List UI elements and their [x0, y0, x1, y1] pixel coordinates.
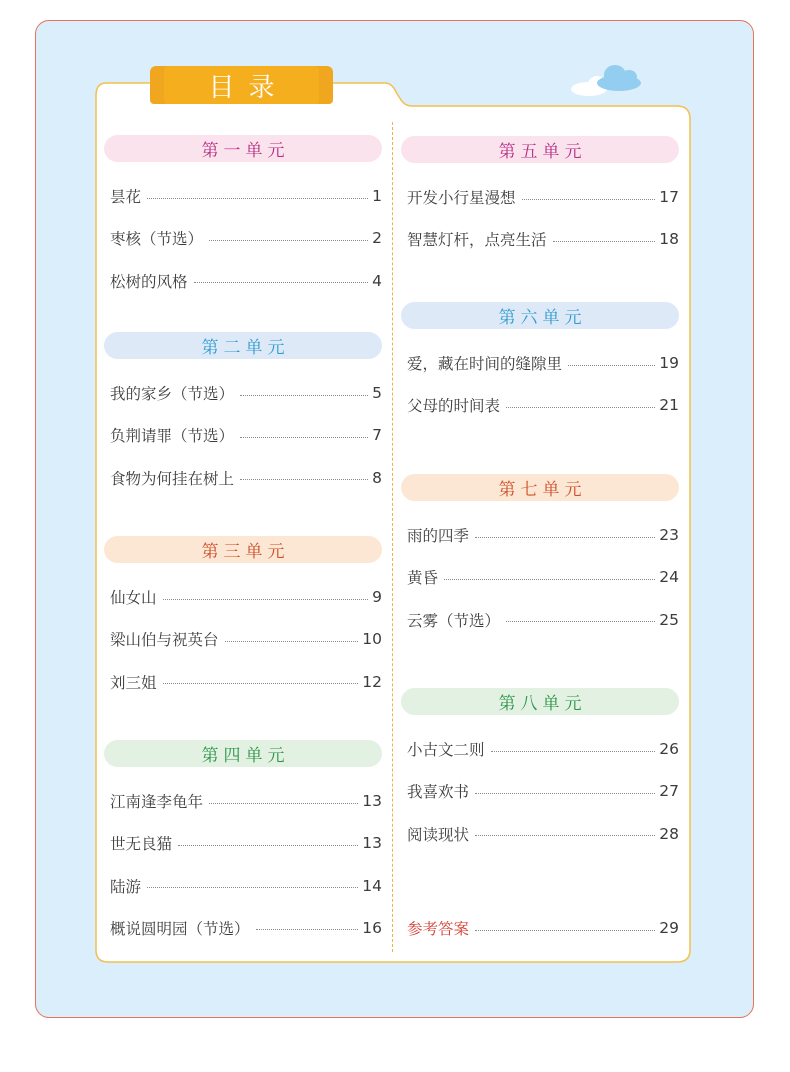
- entry-title: 松树的风格: [110, 272, 188, 291]
- dot-leader: [444, 579, 655, 580]
- entry-title: 昙花: [110, 188, 142, 206]
- toc-entry[interactable]: [407, 738, 679, 760]
- dot-leader: [194, 282, 369, 283]
- unit-heading: 第六单元: [401, 302, 679, 329]
- entry-title: 概说圆明园（节选）: [110, 919, 250, 938]
- entry-title: 仙女山: [110, 589, 157, 607]
- unit-heading: 第一单元: [104, 135, 382, 162]
- dot-leader: [491, 751, 656, 752]
- entry-title: 梁山伯与祝英台: [110, 631, 219, 650]
- dot-leader: [147, 887, 358, 888]
- toc-entry[interactable]: [110, 832, 382, 854]
- dot-leader: [553, 241, 656, 242]
- cloud-icon: [567, 63, 647, 99]
- page-number: 12: [362, 672, 382, 691]
- entry-title: 陆游: [110, 877, 142, 896]
- page-number: 26: [659, 740, 679, 758]
- page-number: 7: [372, 426, 382, 445]
- toc-entry[interactable]: [407, 566, 679, 588]
- toc-entry[interactable]: [110, 917, 382, 939]
- toc-entry[interactable]: [407, 394, 679, 416]
- dot-leader: [240, 395, 368, 396]
- entry-title: 江南逢李龟年: [110, 793, 204, 811]
- dot-leader: [240, 437, 368, 438]
- unit-heading: 第八单元: [401, 688, 679, 715]
- entry-title: 我的家乡（节选）: [110, 385, 235, 403]
- page-number: 25: [659, 610, 679, 629]
- toc-entry[interactable]: [110, 227, 382, 249]
- answers-entry[interactable]: [407, 917, 679, 939]
- entry-title: 爱，藏在时间的缝隙里: [407, 355, 563, 373]
- entry-title: 参考答案: [407, 920, 470, 938]
- entry-title: 黄昏: [407, 569, 439, 588]
- toc-entry[interactable]: [407, 609, 679, 631]
- toc-entry[interactable]: [407, 780, 679, 802]
- page-title: 目录: [164, 66, 319, 104]
- entry-title: 刘三姐: [110, 673, 157, 692]
- entry-title: 雨的四季: [407, 527, 470, 545]
- dot-leader: [506, 407, 655, 408]
- entry-title: 我喜欢书: [407, 783, 470, 802]
- page-number: 8: [372, 468, 382, 487]
- toc-entry[interactable]: [110, 671, 382, 693]
- toc-entry[interactable]: [110, 467, 382, 489]
- dot-leader: [209, 803, 358, 804]
- toc-entry[interactable]: [110, 424, 382, 446]
- entry-title: 云雾（节选）: [407, 611, 501, 630]
- entry-title: 食物为何挂在树上: [110, 469, 235, 488]
- page-number: 5: [372, 384, 382, 402]
- page-number: 29: [659, 919, 679, 937]
- dot-leader: [506, 621, 655, 622]
- page-number: 14: [362, 876, 382, 895]
- dot-leader: [522, 199, 656, 200]
- dot-leader: [475, 835, 655, 836]
- entry-title: 开发小行星漫想: [407, 189, 516, 207]
- dot-leader: [256, 929, 359, 930]
- page-number: 28: [659, 824, 679, 843]
- page-number: 2: [372, 229, 382, 248]
- unit-heading: 第三单元: [104, 536, 382, 563]
- page-number: 10: [362, 630, 382, 649]
- dot-leader: [147, 198, 368, 199]
- page-number: 16: [362, 918, 382, 937]
- toc-entry[interactable]: [110, 382, 382, 404]
- entry-title: 枣核（节选）: [110, 230, 204, 249]
- toc-entry[interactable]: [407, 352, 679, 374]
- entry-title: 阅读现状: [407, 825, 470, 844]
- dot-leader: [475, 930, 655, 931]
- dot-leader: [225, 641, 359, 642]
- page-number: 13: [362, 834, 382, 853]
- toc-entry[interactable]: [110, 185, 382, 207]
- unit-heading: 第四单元: [104, 740, 382, 767]
- page-number: 17: [659, 188, 679, 206]
- dot-leader: [163, 599, 369, 600]
- entry-title: 负荆请罪（节选）: [110, 427, 235, 446]
- toc-entry[interactable]: [407, 823, 679, 845]
- toc-entry[interactable]: [110, 790, 382, 812]
- entry-title: 智慧灯杆，点亮生活: [407, 231, 547, 250]
- entry-title: 父母的时间表: [407, 397, 501, 416]
- page-number: 27: [659, 782, 679, 801]
- toc-entry[interactable]: [110, 586, 382, 608]
- unit-heading: 第七单元: [401, 474, 679, 501]
- entry-title: 小古文二则: [407, 741, 485, 759]
- dot-leader: [163, 683, 359, 684]
- dot-leader: [240, 479, 368, 480]
- dot-leader: [475, 793, 655, 794]
- dot-leader: [178, 845, 358, 846]
- unit-heading: 第五单元: [401, 136, 679, 163]
- page-number: 1: [372, 187, 382, 205]
- toc-entry[interactable]: [110, 270, 382, 292]
- toc-entry[interactable]: [407, 186, 679, 208]
- unit-heading: 第二单元: [104, 332, 382, 359]
- toc-entry[interactable]: [407, 524, 679, 546]
- page-number: 23: [659, 526, 679, 544]
- page-number: 13: [362, 792, 382, 810]
- entry-title: 世无良猫: [110, 835, 173, 854]
- toc-entry[interactable]: [407, 228, 679, 250]
- dot-leader: [568, 365, 655, 366]
- page-number: 19: [659, 354, 679, 372]
- toc-entry[interactable]: [110, 875, 382, 897]
- column-divider: [392, 122, 393, 952]
- page-number: 24: [659, 568, 679, 587]
- page-number: 18: [659, 230, 679, 249]
- page-number: 4: [372, 271, 382, 290]
- toc-entry[interactable]: [110, 628, 382, 650]
- page-number: 21: [659, 396, 679, 415]
- dot-leader: [209, 240, 368, 241]
- dot-leader: [475, 537, 655, 538]
- page-number: 9: [372, 588, 382, 606]
